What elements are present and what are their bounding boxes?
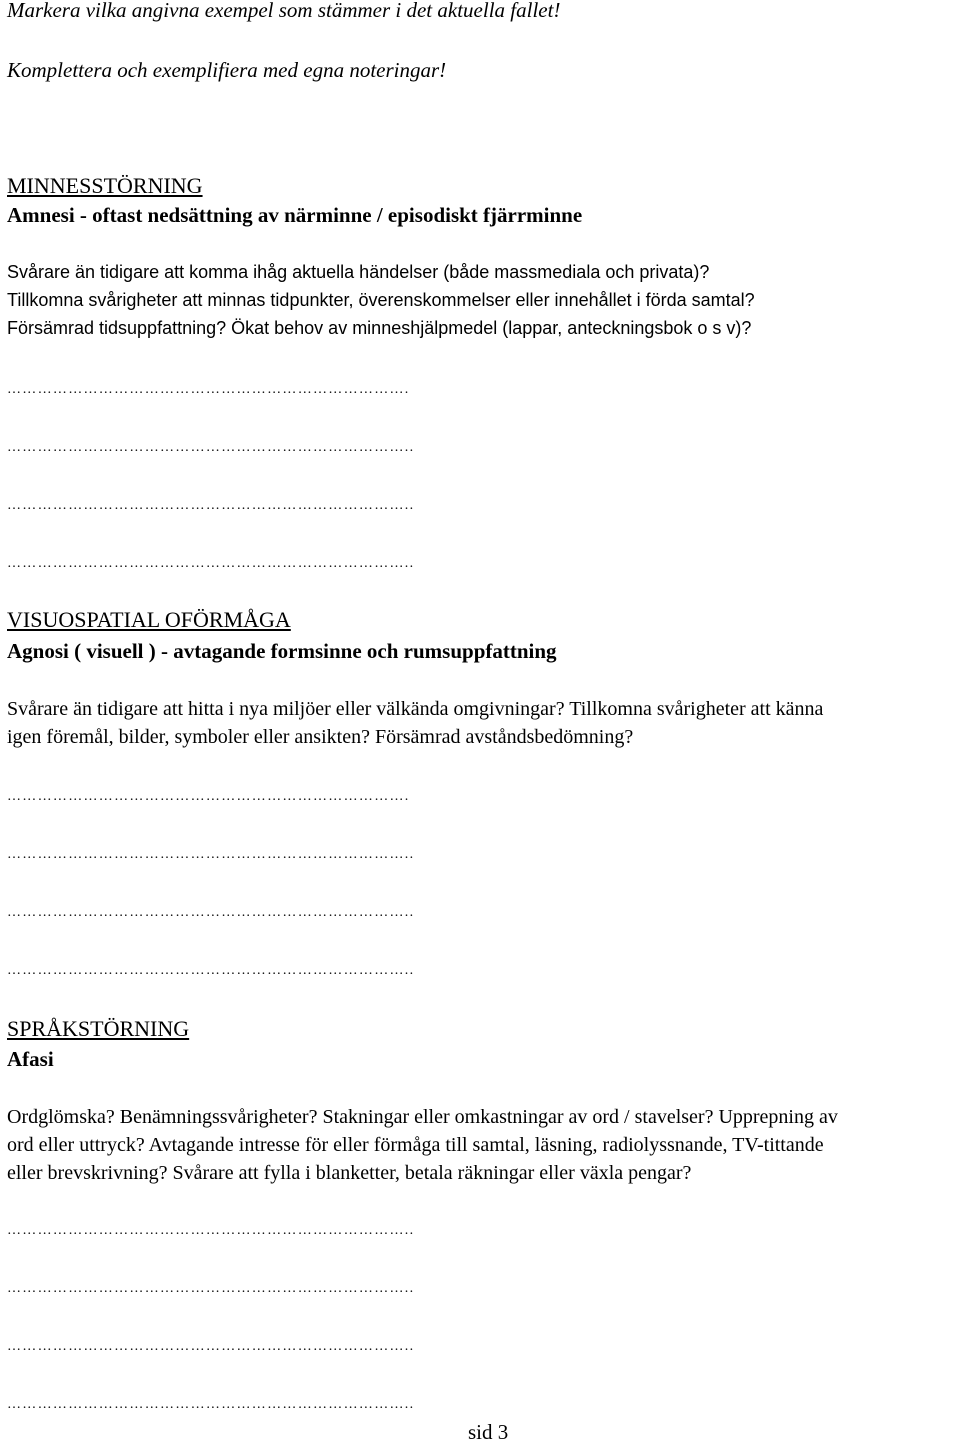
- visuospatial-answer-line-3[interactable]: ……………………………………………………………………..: [7, 905, 415, 920]
- memory-answer-line-3[interactable]: ……………………………………………………………………..: [7, 498, 415, 513]
- memory-answer-line-1[interactable]: …………………………………………………………………….: [7, 382, 410, 397]
- language-answer-line-3[interactable]: ……………………………………………………………………..: [7, 1339, 415, 1354]
- language-answer-line-4[interactable]: ……………………………………………………………………..: [7, 1397, 415, 1412]
- instruction-line-1: Markera vilka angivna exempel som stämmer i det aktuella fallet!: [7, 0, 561, 22]
- memory-answer-line-4[interactable]: ……………………………………………………………………..: [7, 556, 415, 571]
- memory-question-2: Tillkomna svårigheter att minnas tidpunkter, överenskommelser eller innehållet i förda samtal?: [7, 290, 755, 310]
- page-number: sid 3: [468, 1420, 509, 1444]
- section-title-memory: MINNESSTÖRNING: [7, 173, 203, 198]
- section-subtitle-visuospatial: Agnosi ( visuell ) - avtagande formsinne och rumsuppfattning: [7, 639, 557, 663]
- visuospatial-answer-line-1[interactable]: …………………………………………………………………….: [7, 789, 410, 804]
- visuospatial-question-1: Svårare än tidigare att hitta i nya miljöer eller välkända omgivningar? Tillkomna svårigheter att känna: [7, 698, 824, 720]
- visuospatial-answer-line-2[interactable]: ……………………………………………………………………..: [7, 847, 415, 862]
- section-subtitle-language: Afasi: [7, 1047, 54, 1071]
- visuospatial-answer-line-4[interactable]: ……………………………………………………………………..: [7, 963, 415, 978]
- language-answer-line-2[interactable]: ……………………………………………………………………..: [7, 1281, 415, 1296]
- section-title-language: SPRÅKSTÖRNING: [7, 1016, 190, 1041]
- visuospatial-question-2: igen föremål, bilder, symboler eller ansikten? Försämrad avståndsbedömning?: [7, 726, 634, 748]
- memory-question-3: Försämrad tidsuppfattning? Ökat behov av minneshjälpmedel (lappar, anteckningsbok o s v)?: [7, 318, 752, 338]
- section-subtitle-memory: Amnesi - oftast nedsättning av närminne / episodiskt fjärrminne: [7, 203, 583, 227]
- memory-answer-line-2[interactable]: ……………………………………………………………………..: [7, 440, 415, 455]
- instruction-line-2: Komplettera och exemplifiera med egna noteringar!: [7, 58, 447, 82]
- section-title-visuospatial: VISUOSPATIAL OFÖRMÅGA: [7, 607, 291, 632]
- memory-question-1: Svårare än tidigare att komma ihåg aktuella händelser (både massmediala och privata)?: [7, 262, 710, 282]
- language-answer-line-1[interactable]: ……………………………………………………………………..: [7, 1223, 415, 1238]
- language-question-1: Ordglömska? Benämningssvårigheter? Stakningar eller omkastningar av ord / stavelser? Upprepning av: [7, 1106, 838, 1128]
- language-question-2: ord eller uttryck? Avtagande intresse för eller förmåga till samtal, läsning, radiolyssnande, TV-tittande: [7, 1134, 824, 1156]
- language-question-3: eller brevskrivning? Svårare att fylla i blanketter, betala räkningar eller växla pengar?: [7, 1162, 692, 1184]
